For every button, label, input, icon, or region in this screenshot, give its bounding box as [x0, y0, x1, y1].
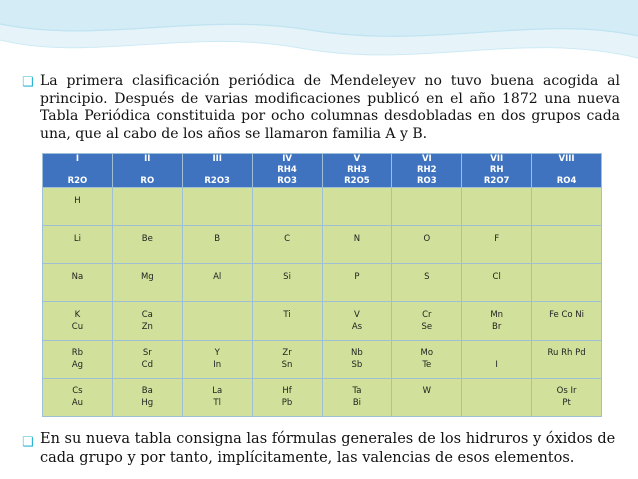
column-header-line	[183, 165, 252, 176]
element-symbol	[183, 309, 252, 321]
column-header-line: III	[212, 154, 222, 164]
table-cell	[43, 264, 112, 301]
element-symbol	[323, 207, 392, 219]
element-symbol	[392, 207, 461, 219]
table-cell	[253, 379, 322, 416]
element-symbol: Cu	[71, 322, 84, 333]
element-symbol: Hf	[282, 386, 292, 397]
table-cell	[532, 264, 601, 301]
table-cell	[183, 341, 252, 378]
column-header-line: RH	[489, 165, 504, 175]
element-symbol: Al	[213, 271, 222, 282]
element-symbol: Y	[214, 348, 220, 359]
table-cell	[392, 302, 461, 339]
element-symbol: Be	[141, 233, 153, 244]
element-symbol: Ru Rh Pd	[547, 348, 586, 359]
table-cell	[462, 264, 531, 301]
column-header-line: RH3	[347, 165, 367, 175]
column-header-line: RH4	[277, 165, 297, 175]
column-header-line: R2O3	[204, 176, 230, 186]
element-symbol: Si	[283, 271, 291, 282]
element-symbol	[253, 321, 322, 333]
element-symbol: N	[353, 233, 361, 244]
table-cell	[392, 264, 461, 301]
element-symbol	[183, 207, 252, 219]
element-symbol	[113, 283, 182, 295]
table-cell	[113, 379, 182, 416]
element-symbol: F	[494, 233, 500, 244]
element-symbol	[113, 207, 182, 219]
element-symbol	[532, 245, 601, 257]
element-symbol	[532, 207, 601, 219]
element-symbol: Cd	[141, 360, 153, 371]
table-row	[43, 188, 601, 225]
element-symbol: Zn	[141, 322, 153, 333]
column-header	[323, 154, 392, 187]
table-cell	[253, 226, 322, 263]
table-row	[43, 226, 601, 263]
element-symbol	[532, 359, 601, 371]
table-cell	[323, 264, 392, 301]
table-cell	[462, 188, 531, 225]
table-cell	[183, 379, 252, 416]
column-header-line: RO	[140, 176, 155, 186]
table-cell	[532, 302, 601, 339]
element-symbol	[253, 283, 322, 295]
table-cell	[183, 302, 252, 339]
table-cell	[113, 341, 182, 378]
bullet-text-2: En su nueva tabla consigna las fórmulas generales de los hidruros y óxidos de cada grupo y por tanto, implícitamente, las valencias de esos elementos.	[40, 431, 616, 466]
element-symbol	[462, 347, 531, 359]
table-cell	[183, 264, 252, 301]
element-symbol	[183, 195, 252, 207]
element-symbol	[43, 283, 112, 295]
element-symbol	[532, 321, 601, 333]
table-cell	[183, 226, 252, 263]
table-cell	[253, 341, 322, 378]
table-cell	[392, 188, 461, 225]
element-symbol: Sn	[281, 360, 293, 371]
column-header	[113, 154, 182, 187]
column-header-line: VIII	[558, 154, 575, 164]
column-header-line: R2O7	[483, 176, 510, 186]
element-symbol: La	[212, 386, 223, 397]
column-header-line: V	[353, 154, 361, 164]
column-header-line: I	[75, 154, 80, 164]
element-symbol	[183, 245, 252, 257]
table-cell	[532, 226, 601, 263]
element-symbol: Cr	[422, 310, 432, 321]
table-cell	[43, 379, 112, 416]
table-cell	[323, 226, 392, 263]
element-symbol: W	[422, 386, 432, 397]
table-cell	[392, 341, 461, 378]
element-symbol: Mg	[140, 271, 154, 282]
table-cell	[253, 302, 322, 339]
element-symbol: Pb	[281, 398, 293, 409]
table-cell	[462, 379, 531, 416]
element-symbol: Zr	[282, 348, 292, 359]
element-symbol	[532, 283, 601, 295]
element-symbol: Mo	[420, 348, 434, 359]
table-cell	[253, 188, 322, 225]
table-cell	[532, 188, 601, 225]
column-header	[253, 154, 322, 187]
column-header-line: RH2	[417, 165, 437, 175]
element-symbol	[532, 195, 601, 207]
element-symbol	[323, 245, 392, 257]
element-symbol: Rb	[71, 348, 84, 359]
element-symbol	[532, 271, 601, 283]
column-header-line: R2O5	[344, 176, 370, 186]
element-symbol: Mn	[490, 310, 504, 321]
table-row	[43, 264, 601, 301]
element-symbol	[43, 207, 112, 219]
table-cell	[43, 226, 112, 263]
element-symbol	[392, 245, 461, 257]
element-symbol	[392, 283, 461, 295]
table-cell	[532, 341, 601, 378]
element-symbol	[323, 195, 392, 207]
mendeleyev-table	[42, 153, 602, 417]
element-symbol	[113, 245, 182, 257]
bullet-text-1: La primera clasificación periódica de Mendeleyev no tuvo buena acogida al principio. Después de varias modificaciones publicó en el año 1872 una nueva Tabla Periódica constituida por ocho columnas desdobladas en dos grupos cada una, que al cabo de los años se llamaron familia A y B.	[40, 73, 620, 142]
element-symbol: Cl	[492, 271, 501, 282]
table-cell	[323, 379, 392, 416]
column-header-line: IV	[282, 154, 292, 164]
element-symbol: Tl	[213, 398, 221, 409]
table-row	[43, 302, 601, 339]
table-header-row	[43, 154, 601, 187]
element-symbol: Bi	[352, 398, 362, 409]
element-symbol: K	[74, 310, 81, 321]
element-symbol	[43, 245, 112, 257]
table-cell	[323, 188, 392, 225]
element-symbol	[113, 195, 182, 207]
element-symbol: B	[214, 233, 221, 244]
table-cell	[462, 302, 531, 339]
element-symbol: Sr	[142, 348, 152, 359]
element-symbol	[462, 283, 531, 295]
table-cell	[43, 188, 112, 225]
element-symbol: V	[354, 310, 360, 321]
element-symbol	[532, 233, 601, 245]
element-symbol: Ca	[141, 310, 153, 321]
element-symbol: C	[284, 233, 291, 244]
element-symbol	[183, 283, 252, 295]
table-body	[43, 188, 601, 416]
table-row	[43, 341, 601, 378]
element-symbol	[392, 397, 461, 409]
element-symbol: Ta	[352, 386, 362, 397]
element-symbol	[462, 207, 531, 219]
table-cell	[113, 226, 182, 263]
element-symbol	[392, 195, 461, 207]
table-cell	[462, 226, 531, 263]
element-symbol: S	[424, 271, 430, 282]
element-symbol	[183, 321, 252, 333]
element-symbol: Se	[421, 322, 433, 333]
element-symbol: Os Ir	[556, 386, 577, 397]
column-header	[462, 154, 531, 187]
element-symbol: Li	[73, 233, 81, 244]
element-symbol	[253, 195, 322, 207]
element-symbol	[253, 207, 322, 219]
column-header-line: R2O	[67, 176, 88, 186]
element-symbol	[462, 385, 531, 397]
table-cell	[253, 264, 322, 301]
column-header	[392, 154, 461, 187]
element-symbol: Pt	[562, 398, 571, 409]
table-cell	[462, 341, 531, 378]
element-symbol: Cs	[72, 386, 83, 397]
bullet-icon: ❑	[22, 75, 34, 90]
element-symbol: Ti	[283, 310, 291, 321]
element-symbol: Na	[71, 271, 84, 282]
column-header	[43, 154, 112, 187]
table-cell	[392, 226, 461, 263]
element-symbol: Br	[492, 322, 502, 333]
element-symbol: Ba	[141, 386, 153, 397]
element-symbol: As	[351, 322, 363, 333]
table-cell	[113, 302, 182, 339]
element-symbol	[462, 397, 531, 409]
table-cell	[43, 302, 112, 339]
element-symbol	[323, 283, 392, 295]
table-cell	[323, 302, 392, 339]
column-header-line: II	[144, 154, 151, 164]
element-symbol: Nb	[351, 348, 363, 359]
element-symbol: I	[495, 360, 498, 371]
table-cell	[532, 379, 601, 416]
element-symbol: Fe Co Ni	[549, 310, 585, 321]
column-header-line: VII	[490, 154, 504, 164]
column-header-line	[113, 165, 182, 176]
table-cell	[323, 341, 392, 378]
element-symbol: Sb	[351, 360, 363, 371]
bullet-icon: ❑	[22, 435, 34, 450]
column-header	[183, 154, 252, 187]
periodic-table-image	[42, 153, 602, 417]
column-header	[532, 154, 601, 187]
table-cell	[392, 379, 461, 416]
table-cell	[113, 188, 182, 225]
table-cell	[113, 264, 182, 301]
bullet-paragraph-1	[22, 73, 620, 143]
table-row	[43, 379, 601, 416]
column-header-line	[43, 165, 112, 176]
element-symbol	[462, 195, 531, 207]
table-cell	[183, 188, 252, 225]
bullet-paragraph-2	[22, 430, 620, 468]
element-symbol: O	[423, 233, 431, 244]
element-symbol: Te	[422, 360, 432, 371]
column-header-line	[532, 165, 601, 176]
table-cell	[43, 341, 112, 378]
element-symbol: Hg	[141, 398, 154, 409]
column-header-line: RO4	[556, 176, 577, 186]
element-symbol	[462, 245, 531, 257]
element-symbol	[253, 245, 322, 257]
element-symbol: Au	[71, 398, 84, 409]
column-header-line: VI	[421, 154, 432, 164]
column-header-line: RO3	[277, 176, 297, 186]
element-symbol: H	[74, 195, 81, 206]
element-symbol: P	[354, 271, 360, 282]
element-symbol: Ag	[71, 360, 84, 371]
column-header-line: RO3	[416, 176, 437, 186]
element-symbol: In	[213, 360, 222, 371]
